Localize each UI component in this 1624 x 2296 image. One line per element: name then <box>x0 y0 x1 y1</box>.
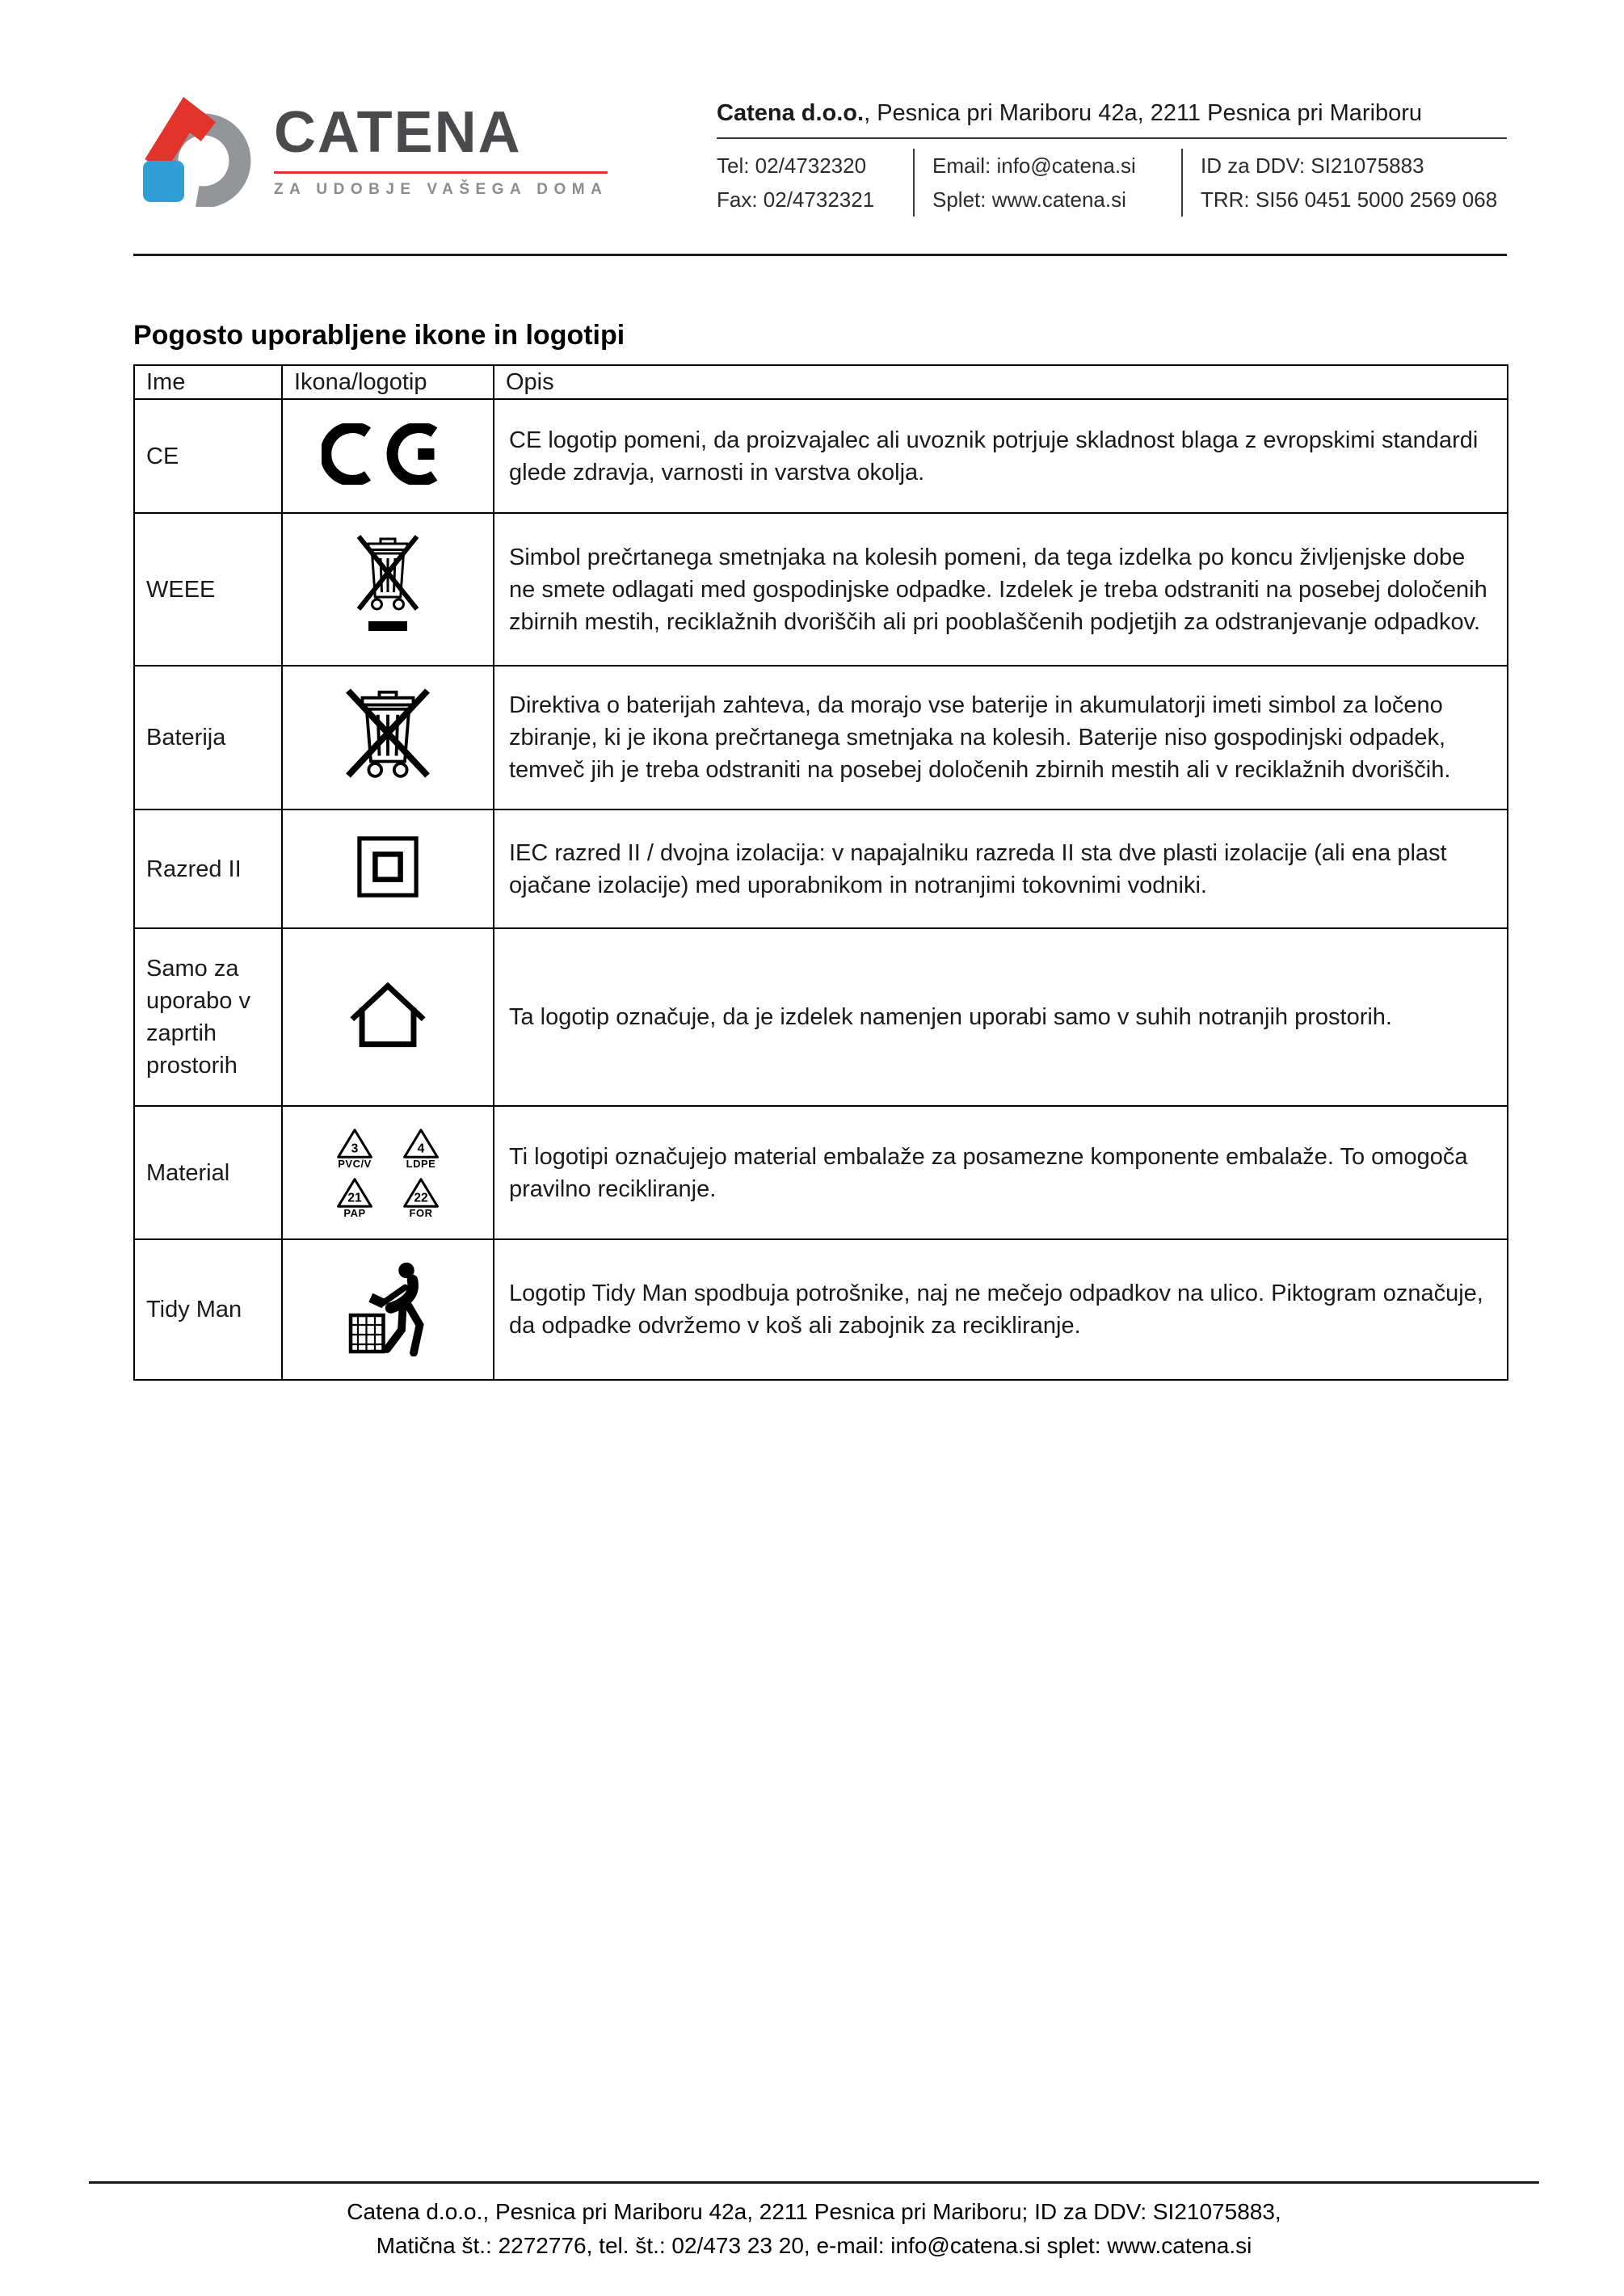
material-symbols-grid <box>335 1127 440 1219</box>
footer-line-1: Catena d.o.o., Pesnica pri Mariboru 42a, 2211 Pesnica pri Mariboru; ID za DDV: SI21075883, <box>347 2199 1281 2224</box>
recycle-code-label: PVC/V <box>338 1157 372 1170</box>
row-name: Baterija <box>134 666 282 809</box>
page-title: Pogosto uporabljene ikone in logotipi <box>133 320 625 351</box>
bank-account: TRR: SI56 0451 5000 2569 068 <box>1201 187 1498 212</box>
row-description: CE logotip pomeni, da proizvajalec ali uvoznik potrjuje skladnost blaga z evropskimi standardi glede zdravja, varnosti in varstva okolja. <box>494 399 1508 513</box>
recycle-code-label: FOR <box>409 1206 433 1219</box>
header-divider <box>133 254 1507 256</box>
footer-line-2: Matična št.: 2272776, tel. št.: 02/473 23 20, e-mail: info@catena.si splet: www.catena.si <box>376 2233 1252 2258</box>
vat-id: ID za DDV: SI21075883 <box>1201 153 1424 178</box>
row-description: Ta logotip označuje, da je izdelek namenjen uporabi samo v suhih notranjih prostorih. <box>494 928 1508 1106</box>
brand-tagline: ZA UDOBJE VAŠEGA DOMA <box>274 181 608 198</box>
row-description: Simbol prečrtanega smetnjaka na kolesih pomeni, da tega izdelka po koncu življenjske dobe ne smete odlagati med gospodinjske odpadke. Izdelek je treba odstraniti na posebej določenih zbirnih mestih, reciklažnih dvoriščih ali pri pooblaščenih podjetjih za odstranjevanje odpadkov. <box>494 513 1508 666</box>
recycle-symbol-for-icon <box>402 1176 440 1219</box>
row-name: CE <box>134 399 282 513</box>
recycle-code-number: 4 <box>417 1141 425 1155</box>
packaging-material-recycling-icons <box>282 1106 494 1239</box>
table-row-material <box>134 1106 1508 1239</box>
contact-grid <box>717 149 1507 217</box>
contact-col-ids <box>1181 149 1507 217</box>
company-address: , Pesnica pri Mariboru 42a, 2211 Pesnica pri Mariboru <box>864 100 1423 126</box>
page-footer <box>89 2181 1539 2263</box>
company-info-block <box>717 86 1507 217</box>
letterhead <box>0 0 1624 254</box>
row-name: Tidy Man <box>134 1239 282 1380</box>
row-name: Razred II <box>134 809 282 928</box>
logo-text <box>274 100 608 199</box>
row-name: Material <box>134 1106 282 1239</box>
recycle-code-label: PAP <box>343 1206 366 1219</box>
ce-mark-icon <box>282 399 494 513</box>
recycle-symbol-pap-icon <box>335 1176 374 1219</box>
weee-crossed-wheeled-bin-icon <box>282 513 494 666</box>
contact-col-phone <box>717 149 913 217</box>
email-address: Email: info@catena.si <box>932 153 1136 178</box>
icons-table <box>133 364 1508 1381</box>
recycle-symbol-ldpe-icon <box>402 1127 440 1170</box>
battery-crossed-wheeled-bin-icon <box>282 666 494 809</box>
company-address-line <box>717 100 1507 139</box>
phone-number: Tel: 02/4732320 <box>717 153 867 178</box>
table-row-class-ii <box>134 809 1508 928</box>
indoor-use-house-icon <box>282 928 494 1106</box>
brand-name: CATENA <box>274 100 522 165</box>
recycle-symbol-pvc-icon <box>335 1127 374 1170</box>
row-name: WEEE <box>134 513 282 666</box>
brand-rule <box>274 171 608 174</box>
table-row-weee <box>134 513 1508 666</box>
company-logo <box>133 86 608 211</box>
table-row-ce <box>134 399 1508 513</box>
column-header-name: Ime <box>134 365 282 399</box>
row-description: Logotip Tidy Man spodbuja potrošnike, naj ne mečejo odpadkov na ulico. Piktogram označuje, da odpadke odvržemo v koš ali zabojnik za recikliranje. <box>494 1239 1508 1380</box>
table-row-indoor-use <box>134 928 1508 1106</box>
row-description: Direktiva o baterijah zahteva, da morajo vse baterije in akumulatorji imeti simbol za ločeno zbiranje, ki je ikona prečrtanega smetnjaka na kolesih. Baterije niso gospodinjski odpadek, temveč jih je treba odstraniti na posebej določenih zbirnih mestih ali v reciklažnih dvoriščih. <box>494 666 1508 809</box>
catena-logo-mark-icon <box>133 86 255 211</box>
class-ii-double-square-icon <box>282 809 494 928</box>
table-row-battery <box>134 666 1508 809</box>
recycle-code-number: 22 <box>414 1190 428 1205</box>
recycle-code-number: 21 <box>347 1190 362 1205</box>
row-description: IEC razred II / dvojna izolacija: v napajalniku razreda II sta dve plasti izolacije (ali ena plast ojačane izolacije) med uporabnikom in notranjimi tokovnimi vodniki. <box>494 809 1508 928</box>
column-header-description: Opis <box>494 365 1508 399</box>
website-url: Splet: www.catena.si <box>932 187 1126 212</box>
recycle-code-label: LDPE <box>406 1157 436 1170</box>
column-header-icon: Ikona/logotip <box>282 365 494 399</box>
fax-number: Fax: 02/4732321 <box>717 187 875 212</box>
recycle-code-number: 3 <box>351 1141 359 1155</box>
contact-col-web <box>913 149 1181 217</box>
tidy-man-icon <box>282 1239 494 1380</box>
table-row-tidy-man <box>134 1239 1508 1380</box>
table-header-row <box>134 365 1508 399</box>
company-name: Catena d.o.o. <box>717 100 865 126</box>
row-name: Samo za uporabo v zaprtih prostorih <box>134 928 282 1106</box>
row-description: Ti logotipi označujejo material embalaže za posamezne komponente embalaže. To omogoča pravilno recikliranje. <box>494 1106 1508 1239</box>
